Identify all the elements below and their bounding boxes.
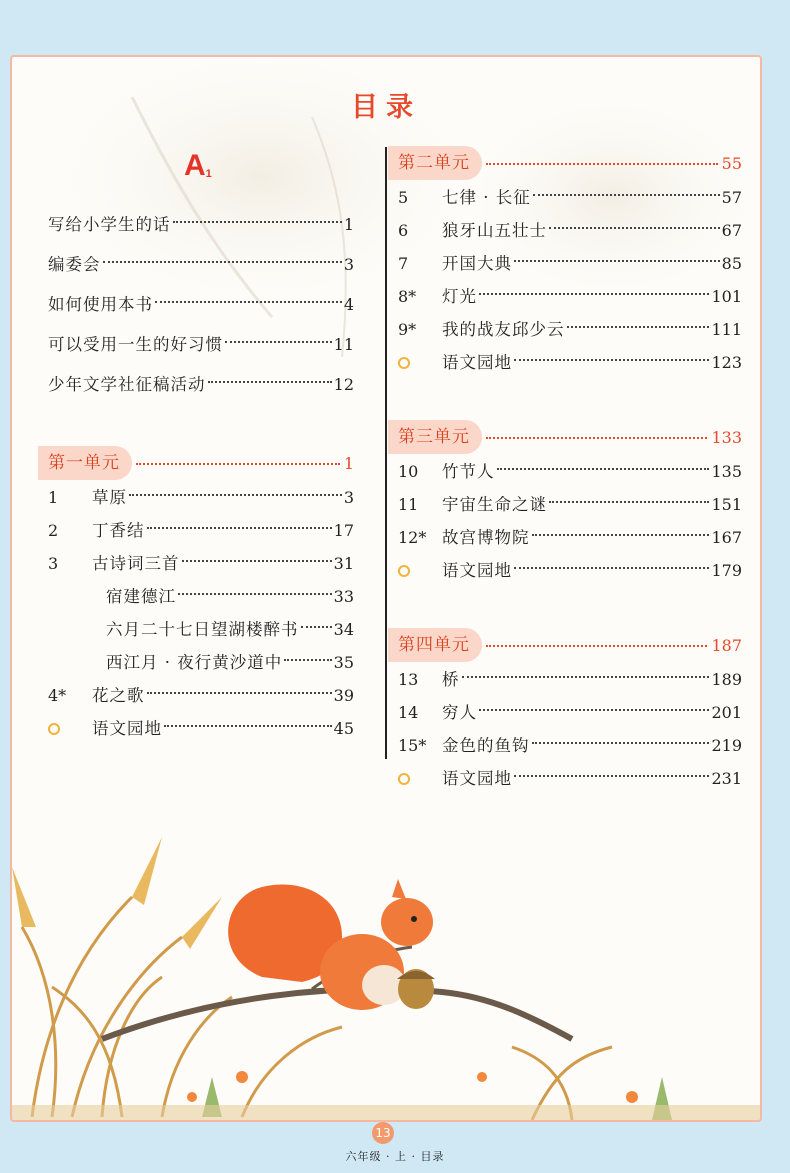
entry-title: 竹节人 bbox=[442, 462, 495, 481]
entry-page: 67 bbox=[721, 221, 742, 240]
toc-entry bbox=[398, 280, 742, 313]
dot-leader bbox=[514, 567, 709, 569]
ring-icon bbox=[398, 357, 410, 369]
toc-entry bbox=[48, 646, 354, 679]
toc-left-column bbox=[48, 205, 354, 745]
toc-entry bbox=[398, 696, 742, 729]
toc-entry bbox=[398, 214, 742, 247]
entry-page: 85 bbox=[721, 254, 742, 273]
entry-number: 11 bbox=[398, 495, 419, 514]
entry-page: 179 bbox=[711, 561, 742, 580]
entry-title: 花之歌 bbox=[92, 686, 145, 705]
entry-page: 151 bbox=[711, 495, 742, 514]
entry-number: 10 bbox=[398, 462, 419, 481]
entry-title: 可以受用一生的好习惯 bbox=[48, 335, 223, 354]
dot-leader bbox=[173, 221, 342, 223]
spacer bbox=[398, 587, 742, 627]
entry-page: 45 bbox=[333, 719, 354, 738]
entry-number: 8* bbox=[398, 287, 417, 306]
toc-entry bbox=[48, 613, 354, 646]
entry-title: 古诗词三首 bbox=[92, 554, 180, 573]
dot-leader bbox=[479, 709, 709, 711]
toc-entry bbox=[398, 455, 742, 488]
toc-entry bbox=[398, 247, 742, 280]
entry-title: 穷人 bbox=[442, 703, 477, 722]
dot-leader bbox=[136, 463, 340, 465]
entry-page: 17 bbox=[333, 521, 354, 540]
entry-number: 2 bbox=[48, 521, 59, 540]
entry-page: 39 bbox=[333, 686, 354, 705]
toc-entry bbox=[398, 488, 742, 521]
entry-title: 灯光 bbox=[442, 287, 477, 306]
entry-number bbox=[398, 346, 442, 379]
entry-title: 宇宙生命之谜 bbox=[442, 495, 547, 514]
column-divider bbox=[385, 147, 387, 759]
unit-page: 55 bbox=[721, 153, 742, 173]
toc-entry bbox=[48, 325, 354, 365]
entry-page: 231 bbox=[711, 769, 742, 788]
unit-name: 第一单元 bbox=[38, 446, 132, 480]
entry-number: 7 bbox=[398, 254, 409, 273]
entry-title: 七律 · 长征 bbox=[442, 188, 531, 207]
dot-leader bbox=[486, 437, 707, 439]
entry-page: 189 bbox=[711, 670, 742, 689]
spacer bbox=[48, 405, 354, 445]
entry-title: 少年文学社征稿活动 bbox=[48, 375, 206, 394]
entry-number: 15* bbox=[398, 736, 427, 755]
entry-title: 狼牙山五壮士 bbox=[442, 221, 547, 240]
entry-title: 如何使用本书 bbox=[48, 295, 153, 314]
entry-number: 6 bbox=[398, 221, 409, 240]
unit-page: 133 bbox=[711, 427, 742, 447]
entry-title: 草原 bbox=[92, 488, 127, 507]
entry-page: 34 bbox=[333, 620, 354, 639]
entry-number bbox=[48, 712, 92, 745]
entry-title: 我的战友邱少云 bbox=[442, 320, 565, 339]
entry-title: 语文园地 bbox=[442, 769, 512, 788]
entry-title: 写给小学生的话 bbox=[48, 215, 171, 234]
squirrel-illustration bbox=[12, 777, 760, 1120]
entry-page: 33 bbox=[333, 587, 354, 606]
toc-entry bbox=[48, 547, 354, 580]
dot-leader bbox=[178, 593, 332, 595]
entry-page: 4 bbox=[343, 295, 354, 314]
volume-sub: 1 bbox=[205, 168, 212, 180]
entry-page: 31 bbox=[333, 554, 354, 573]
toc-entry bbox=[48, 285, 354, 325]
toc-entry bbox=[398, 313, 742, 346]
dot-leader bbox=[486, 163, 718, 165]
footer-caption: 六年级 · 上 · 目录 bbox=[345, 1150, 445, 1163]
dot-leader bbox=[549, 501, 709, 503]
entry-page: 101 bbox=[711, 287, 742, 306]
entry-number: 4* bbox=[48, 686, 67, 705]
toc-entry bbox=[48, 679, 354, 712]
dot-leader bbox=[462, 676, 710, 678]
toc-entry bbox=[398, 181, 742, 214]
toc-entry bbox=[48, 580, 354, 613]
spacer bbox=[398, 379, 742, 419]
entry-title: 西江月 · 夜行黄沙道中 bbox=[106, 653, 283, 672]
entry-page: 57 bbox=[721, 188, 742, 207]
unit-header bbox=[388, 145, 742, 181]
dot-leader bbox=[164, 725, 332, 727]
dot-leader bbox=[155, 301, 342, 303]
entry-number: 3 bbox=[48, 554, 59, 573]
dot-leader bbox=[567, 326, 710, 328]
toc-entry bbox=[48, 245, 354, 285]
toc-entry bbox=[398, 729, 742, 762]
entry-number: 13 bbox=[398, 670, 419, 689]
toc-entry bbox=[48, 712, 354, 745]
entry-title: 丁香结 bbox=[92, 521, 145, 540]
dot-leader bbox=[532, 742, 710, 744]
entry-number: 9* bbox=[398, 320, 417, 339]
dot-leader bbox=[514, 260, 720, 262]
entry-title: 语文园地 bbox=[92, 719, 162, 738]
dot-leader bbox=[532, 534, 710, 536]
dot-leader bbox=[549, 227, 720, 229]
dot-leader bbox=[514, 359, 709, 361]
toc-entry bbox=[48, 481, 354, 514]
dot-leader bbox=[533, 194, 720, 196]
entry-title: 宿建德江 bbox=[106, 587, 176, 606]
unit-name: 第三单元 bbox=[388, 420, 482, 454]
dot-leader bbox=[147, 527, 332, 529]
toc-entry bbox=[398, 521, 742, 554]
contents-page bbox=[10, 55, 762, 1122]
unit-header bbox=[388, 627, 742, 663]
entry-page: 12 bbox=[333, 375, 354, 394]
unit-page: 187 bbox=[711, 635, 742, 655]
entry-page: 11 bbox=[333, 335, 354, 354]
unit-name: 第二单元 bbox=[388, 146, 482, 180]
entry-number: 5 bbox=[398, 188, 409, 207]
ring-icon bbox=[48, 723, 60, 735]
page-number-badge: 13 bbox=[372, 1122, 394, 1144]
unit-name: 第四单元 bbox=[388, 628, 482, 662]
entry-number: 1 bbox=[48, 488, 59, 507]
dot-leader bbox=[182, 560, 332, 562]
unit-page: 1 bbox=[343, 453, 354, 473]
toc-entry bbox=[398, 554, 742, 587]
toc-entry bbox=[48, 365, 354, 405]
volume-mark bbox=[184, 149, 212, 183]
toc-entry bbox=[48, 205, 354, 245]
entry-page: 123 bbox=[711, 353, 742, 372]
entry-title: 六月二十七日望湖楼醉书 bbox=[106, 620, 299, 639]
entry-number: 12* bbox=[398, 528, 427, 547]
unit-header bbox=[38, 445, 354, 481]
dot-leader bbox=[208, 381, 332, 383]
dot-leader bbox=[497, 468, 710, 470]
dot-leader bbox=[147, 692, 332, 694]
entry-page: 219 bbox=[711, 736, 742, 755]
dot-leader bbox=[301, 626, 332, 628]
dot-leader bbox=[225, 341, 332, 343]
entry-number bbox=[398, 554, 442, 587]
entry-page: 3 bbox=[343, 488, 354, 507]
volume-letter: A bbox=[184, 149, 206, 182]
entry-number: 14 bbox=[398, 703, 419, 722]
entry-title: 桥 bbox=[442, 670, 460, 689]
dot-leader bbox=[479, 293, 709, 295]
toc-right-column bbox=[398, 145, 742, 795]
entry-title: 语文园地 bbox=[442, 353, 512, 372]
toc-entry bbox=[48, 514, 354, 547]
entry-page: 167 bbox=[711, 528, 742, 547]
entry-page: 135 bbox=[711, 462, 742, 481]
entry-page: 1 bbox=[343, 215, 354, 234]
entry-title: 语文园地 bbox=[442, 561, 512, 580]
entry-title: 编委会 bbox=[48, 255, 101, 274]
dot-leader bbox=[284, 659, 331, 661]
entry-page: 201 bbox=[711, 703, 742, 722]
entry-title: 金色的鱼钩 bbox=[442, 736, 530, 755]
page-title: 目录 bbox=[351, 92, 421, 123]
entry-title: 故宫博物院 bbox=[442, 528, 530, 547]
dot-leader bbox=[486, 645, 707, 647]
dot-leader bbox=[103, 261, 342, 263]
entry-page: 3 bbox=[343, 255, 354, 274]
entry-page: 35 bbox=[333, 653, 354, 672]
ring-icon bbox=[398, 565, 410, 577]
unit-header bbox=[388, 419, 742, 455]
entry-page: 111 bbox=[711, 320, 742, 339]
toc-entry bbox=[398, 346, 742, 379]
entry-title: 开国大典 bbox=[442, 254, 512, 273]
dot-leader bbox=[129, 494, 342, 496]
toc-entry bbox=[398, 663, 742, 696]
